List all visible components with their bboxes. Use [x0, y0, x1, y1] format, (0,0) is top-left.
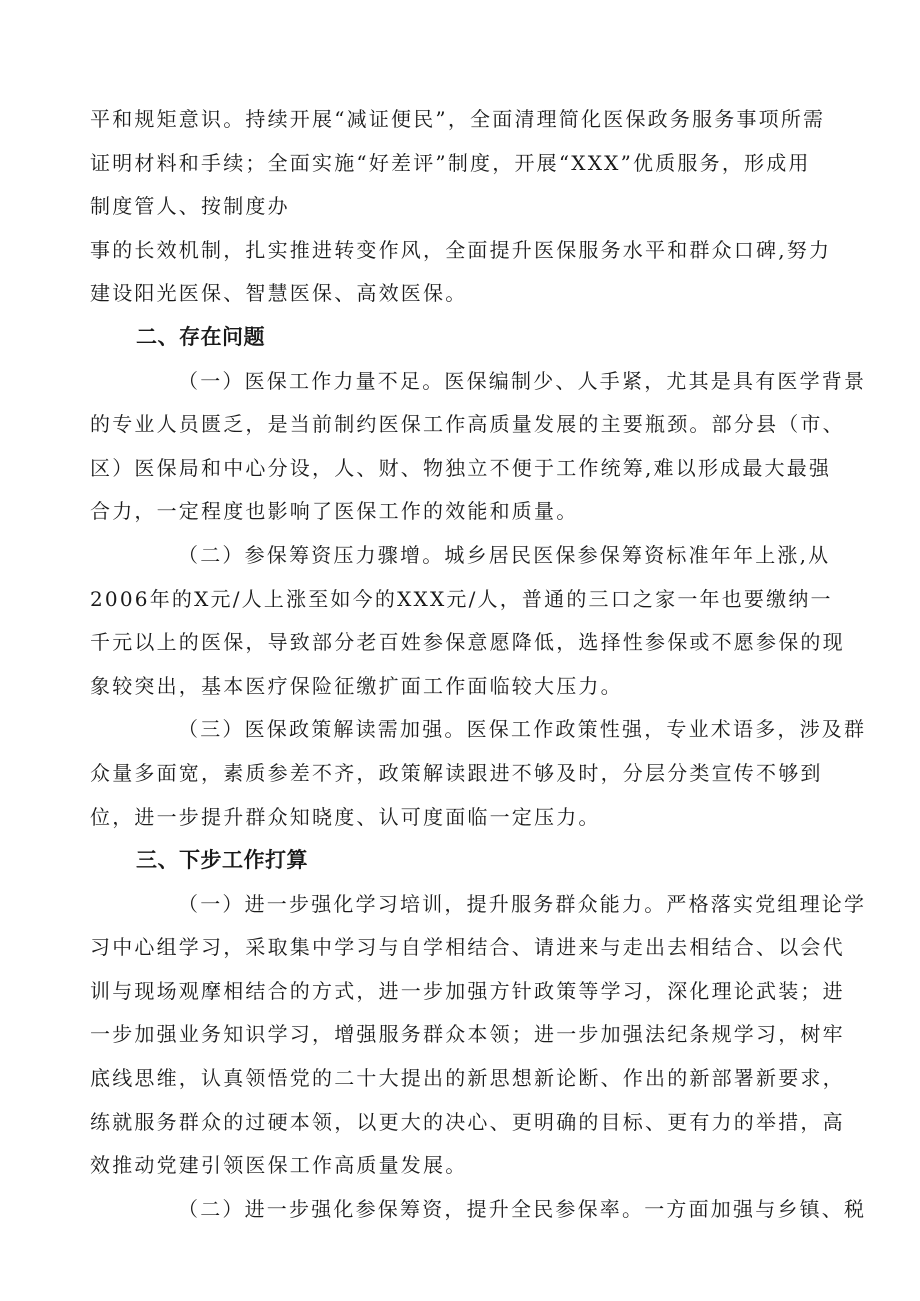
paragraph-funding-pressure	[90, 534, 845, 708]
text-line: 底线思维，认真领悟党的二十大提出的新思想新论断、作出的新部署新要求，	[90, 1066, 845, 1091]
text-line: 训与现场观摩相结合的方式，进一步加强方针政策等学习，深化理论武装；进	[90, 978, 845, 1003]
text-line: 千元以上的医保，导致部分老百姓参保意愿降低，选择性参保或不愿参保的现	[90, 630, 845, 655]
text-line: 象较突出，基本医疗保险征缴扩面工作面临较大压力。	[90, 673, 623, 698]
text-line: 练就服务群众的过硬本领，以更大的决心、更明确的目标、更有力的举措，高	[90, 1109, 845, 1134]
text-line: （一）进一步强化学习培训，提升服务群众能力。严格落实党组理论学	[178, 891, 867, 916]
text-line: 位，进一步提升群众知晓度、认可度面临一定压力。	[90, 804, 601, 829]
text-line: 众量多面宽，素质参差不齐，政策解读跟进不够及时，分层分类宣传不够到	[90, 760, 823, 785]
paragraph-enrollment	[90, 1188, 867, 1232]
paragraph-workforce-shortage	[90, 360, 867, 534]
text-line: 制度管人、按制度办	[90, 194, 290, 219]
document-page	[90, 98, 867, 1231]
text-line: 建设阳光医保、智慧医保、高效医保。	[90, 281, 468, 306]
text-line: 一步加强业务知识学习，增强服务群众本领；进一步加强法纪条规学习，树牢	[90, 1022, 845, 1047]
text-line: （二）进一步强化参保筹资，提升全民参保率。一方面加强与乡镇、税	[178, 1196, 867, 1221]
text-line: 区）医保局和中心分设，人、财、物独立不便于工作统筹,难以形成最大最强	[90, 455, 832, 480]
section-heading-next-steps: 三、下步工作打算	[136, 848, 308, 873]
text-line: 效推动党建引领医保工作高质量发展。	[90, 1153, 468, 1178]
text-line: 事的长效机制，扎实推进转变作风，全面提升医保服务水平和群众口碑,努力	[90, 237, 832, 262]
text-line: 证明材料和手续；全面实施“好差评”制度，开展“XXX”优质服务，形成用	[90, 150, 811, 175]
paragraph-policy-interpretation	[90, 708, 867, 839]
text-line: （二）参保筹资压力骤增。城乡居民医保参保筹资标准年年上涨,从	[178, 542, 831, 567]
section-heading-problems: 二、存在问题	[136, 324, 265, 349]
text-line: 平和规矩意识。持续开展“减证便民”，全面清理简化医保政务服务事项所需	[90, 107, 826, 131]
text-line: 2006年的X元/人上涨至如今的XXX元/人，普通的三口之家一年也要缴纳一	[90, 586, 833, 611]
text-line: 的专业人员匮乏，是当前制约医保工作高质量发展的主要瓶颈。部分县（市、	[90, 412, 845, 437]
text-line: 习中心组学习，采取集中学习与自学相结合、请进来与走出去相结合、以会代	[90, 935, 845, 960]
paragraph-training	[90, 883, 867, 1188]
text-line: 合力，一定程度也影响了医保工作的效能和质量。	[90, 499, 579, 524]
paragraph-service-reform	[90, 98, 830, 316]
text-line: （三）医保政策解读需加强。医保工作政策性强，专业术语多，涉及群	[178, 717, 867, 742]
text-line: （一）医保工作力量不足。医保编制少、人手紧，尤其是具有医学背景	[178, 368, 867, 393]
